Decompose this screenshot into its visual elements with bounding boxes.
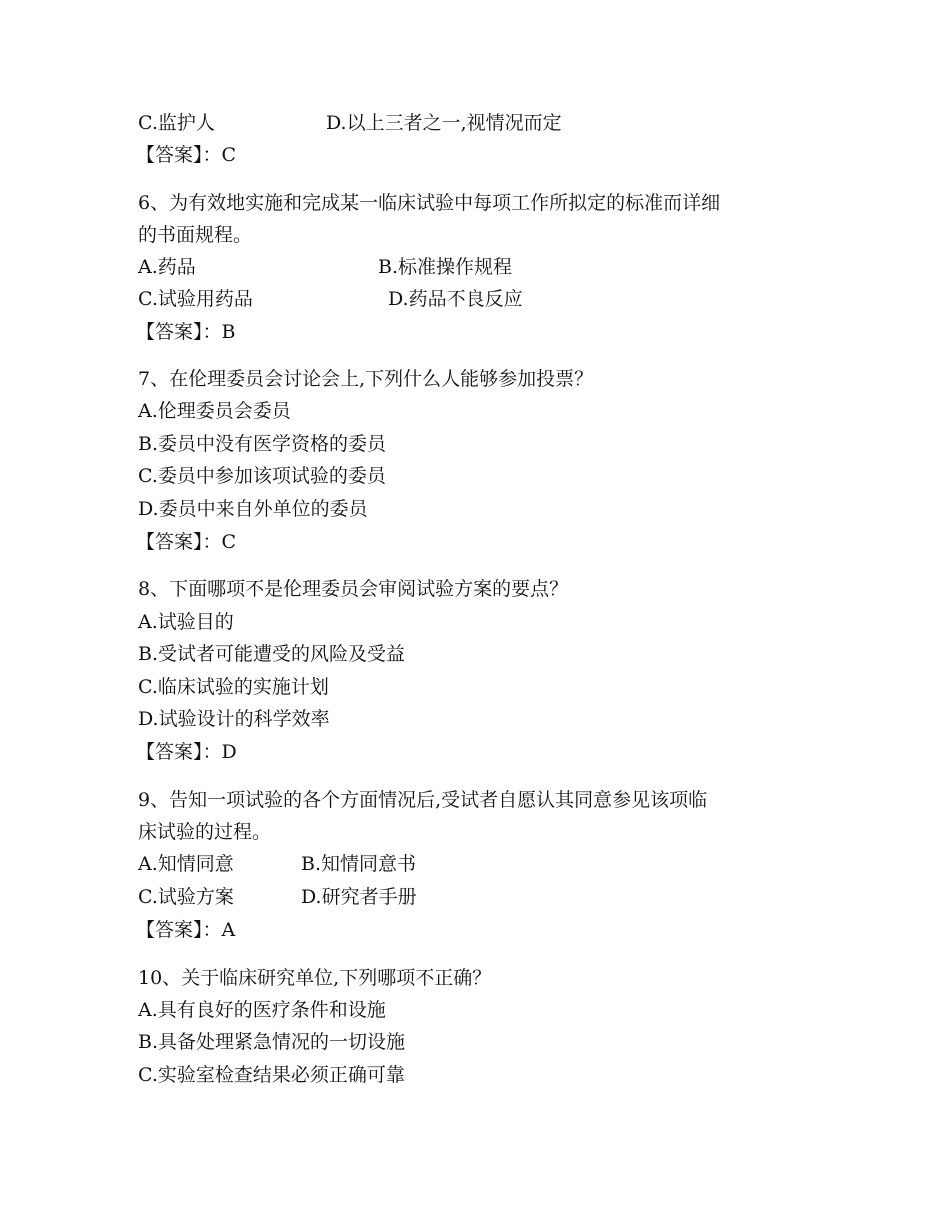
q9-stem-line-1: 9、告知一项试验的各个方面情况后,受试者自愿认其同意参见该项临: [138, 789, 708, 811]
q10-option-a: A.具有良好的医疗条件和设施: [138, 999, 386, 1021]
q6-option-b: B.标准操作规程: [378, 256, 513, 278]
q10-option-c: C.实验室检查结果必须正确可靠: [138, 1064, 405, 1086]
q5-option-d: D.以上三者之一,视情况而定: [326, 112, 562, 134]
q6-stem-line-1: 6、为有效地实施和完成某一临床试验中每项工作所拟定的标准而详细: [138, 192, 721, 214]
q9-answer: 【答案】：A: [136, 919, 236, 941]
q6-option-a: A.药品: [138, 256, 196, 278]
q9-stem-line-2: 床试验的过程。: [138, 821, 272, 843]
q8-option-d: D.试验设计的科学效率: [138, 708, 330, 730]
q6-stem-line-2: 的书面规程。: [138, 224, 253, 246]
q9-option-a: A.知情同意: [138, 853, 234, 875]
q7-option-b: B.委员中没有医学资格的委员: [138, 433, 387, 455]
q8-option-c: C.临床试验的实施计划: [138, 676, 329, 698]
q7-option-a: A.伦理委员会委员: [138, 400, 291, 422]
q10-stem: 10、关于临床研究单位,下列哪项不正确？: [138, 967, 492, 989]
q7-option-d: D.委员中来自外单位的委员: [138, 498, 368, 520]
q5-option-c: C.监护人: [138, 112, 215, 134]
q6-answer: 【答案】：B: [136, 321, 236, 343]
q7-answer: 【答案】：C: [136, 531, 237, 553]
q9-option-b: B.知情同意书: [301, 853, 417, 875]
q9-option-c: C.试验方案: [138, 886, 234, 908]
q7-stem: 7、在伦理委员会讨论会上,下列什么人能够参加投票？: [138, 368, 594, 390]
q10-option-b: B.具备处理紧急情况的一切设施: [138, 1031, 406, 1053]
q8-option-b: B.受试者可能遭受的风险及受益: [138, 643, 406, 665]
q9-option-d: D.研究者手册: [301, 886, 417, 908]
q5-answer: 【答案】：C: [136, 144, 237, 166]
q6-option-c: C.试验用药品: [138, 288, 253, 310]
q6-option-d: D.药品不良反应: [388, 288, 523, 310]
q8-answer: 【答案】：D: [136, 741, 237, 763]
q8-option-a: A.试验目的: [138, 611, 234, 633]
q8-stem: 8、下面哪项不是伦理委员会审阅试验方案的要点？: [138, 578, 569, 600]
q7-option-c: C.委员中参加该项试验的委员: [138, 465, 386, 487]
